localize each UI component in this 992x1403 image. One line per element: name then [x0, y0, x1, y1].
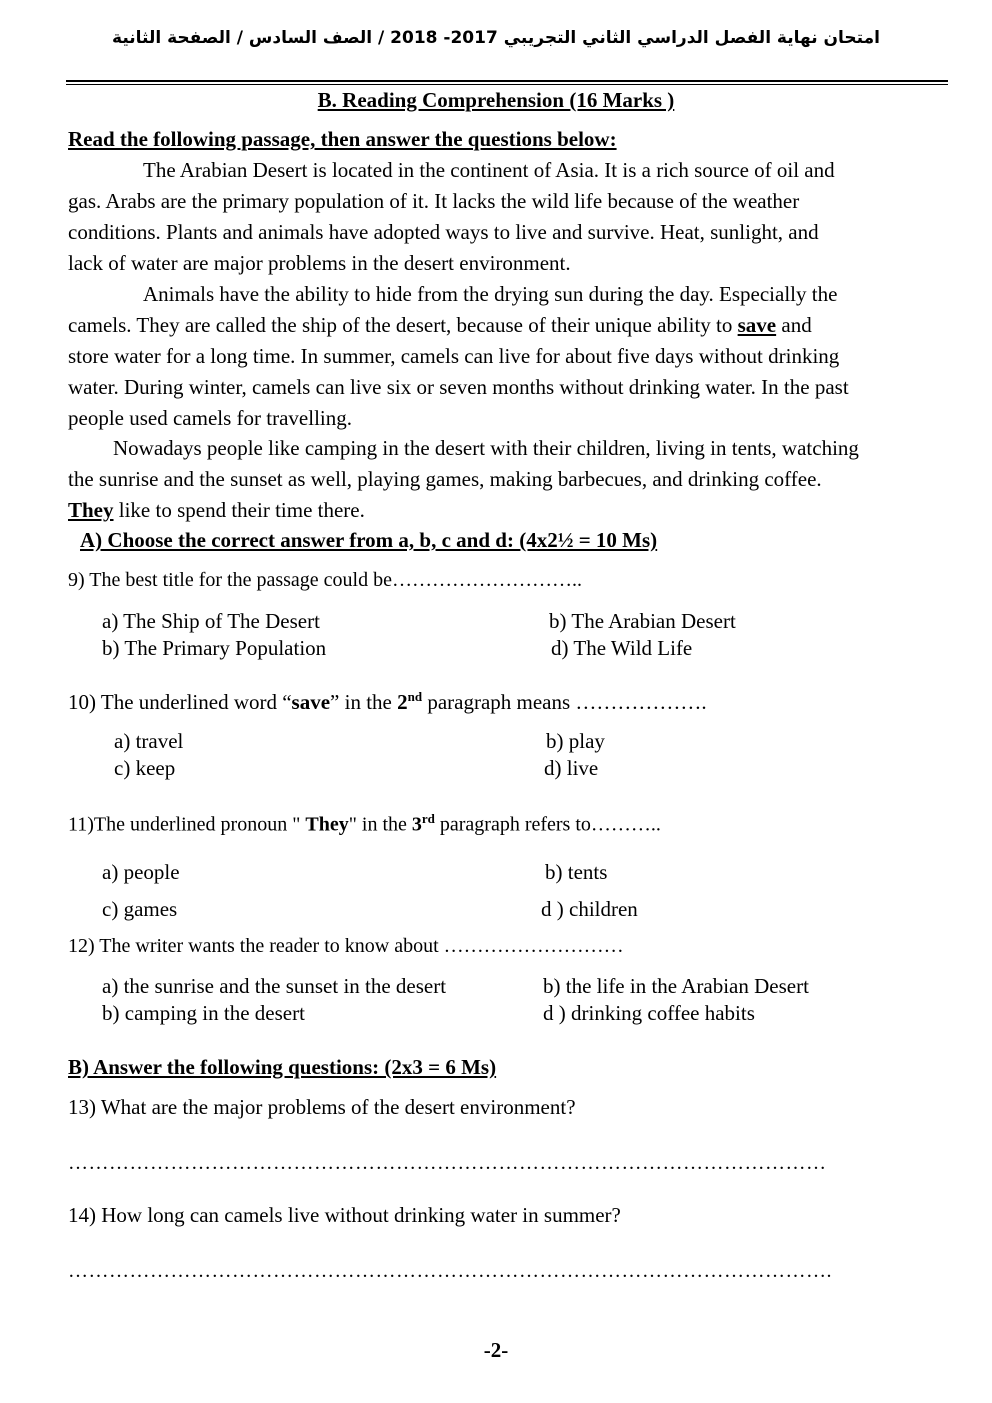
- passage-text: camels. They are called the ship of the desert, because of their unique ability to: [68, 313, 738, 337]
- passage-line: the sunrise and the sunset as well, playing games, making barbecues, and drinking coffee.: [68, 467, 822, 491]
- q10-option-a: a) travel: [114, 729, 184, 753]
- q9-option-a: a) The Ship of The Desert: [102, 609, 320, 633]
- q11-option-a: a) people: [102, 860, 180, 884]
- part-a-title: A) Choose the correct answer from a, b, c and d: (4x2½ = 10 Ms): [80, 528, 658, 552]
- q12-option-d: d ) drinking coffee habits: [543, 1001, 755, 1025]
- page-header: امتحان نهاية الفصل الدراسي الثاني التجريبي 2017- 2018 / الصف السادس / الصفحة الثانية: [112, 28, 880, 48]
- q11-option-b: b) tents: [545, 860, 608, 884]
- passage-line: Nowadays people like camping in the desert with their children, living in tents, watching: [113, 436, 859, 460]
- q12-option-b: b) the life in the Arabian Desert: [543, 974, 809, 998]
- passage-line: store water for a long time. In summer, camels can live for about five days without drinking: [68, 344, 840, 368]
- q9-option-c: b) The Primary Population: [102, 636, 327, 660]
- q11-text: 11)The underlined pronoun ": [68, 813, 306, 836]
- question-12: 12) The writer wants the reader to know about ………………………: [68, 935, 624, 957]
- question-14: 14) How long can camels live without drinking water in summer?: [68, 1203, 621, 1227]
- q10-text: paragraph means ……………….: [422, 690, 707, 714]
- q11-option-d: d ) children: [541, 897, 638, 921]
- underlined-word-they: They: [68, 498, 114, 522]
- q11-ordinal: 3: [411, 813, 422, 836]
- q10-ordinal: 2: [397, 690, 408, 714]
- part-b-title: B) Answer the following questions: (2x3 = 6 Ms): [68, 1055, 497, 1079]
- question-10: [68, 689, 707, 715]
- passage-line: people used camels for travelling.: [68, 406, 352, 430]
- q10-text: 10) The underlined word “: [68, 690, 292, 714]
- passage-line: lack of water are major problems in the desert environment.: [68, 251, 571, 275]
- page-number: -2-: [483, 1338, 509, 1362]
- header-rule-thick: [66, 80, 948, 82]
- section-title: B. Reading Comprehension (16 Marks ): [317, 88, 675, 112]
- answer-line-13[interactable]: …………………………………………………………………………………………………: [68, 1152, 827, 1174]
- q10-option-c: c) keep: [114, 756, 176, 780]
- q11-word: They: [305, 813, 349, 836]
- q10-word: save: [291, 690, 331, 714]
- q11-option-c: c) games: [102, 897, 178, 921]
- q9-option-d: d) The Wild Life: [551, 636, 693, 660]
- passage-text: like to spend their time there.: [113, 498, 365, 522]
- passage-line-save: [68, 313, 812, 338]
- q12-option-c: b) camping in the desert: [102, 1001, 305, 1025]
- q11-ordinal-suffix: rd: [421, 811, 435, 826]
- q10-option-d: d) live: [544, 756, 599, 780]
- passage-line: The Arabian Desert is located in the continent of Asia. It is a rich source of oil and: [143, 158, 835, 182]
- q9-option-b: b) The Arabian Desert: [549, 609, 736, 633]
- passage-line: conditions. Plants and animals have adopted ways to live and survive. Heat, sunlight, and: [68, 220, 819, 244]
- q10-option-b: b) play: [546, 729, 605, 753]
- q11-text: " in the: [348, 813, 412, 836]
- question-13: 13) What are the major problems of the desert environment?: [68, 1095, 576, 1119]
- question-11: [68, 811, 661, 837]
- answer-line-14[interactable]: ………………………………………………………………………………………………….: [68, 1260, 832, 1282]
- passage-line: Animals have the ability to hide from the drying sun during the day. Especially the: [143, 282, 838, 306]
- passage-line: water. During winter, camels can live six or seven months without drinking water. In the past: [68, 375, 849, 399]
- instruction: Read the following passage, then answer the questions below:: [68, 127, 617, 151]
- passage-text: and: [776, 313, 812, 337]
- question-9: 9) The best title for the passage could be………………………..: [68, 569, 582, 591]
- q11-text: paragraph refers to………..: [434, 813, 661, 836]
- underlined-word-save: save: [737, 313, 777, 337]
- q10-ordinal-suffix: nd: [407, 689, 423, 704]
- header-rule-thin: [66, 84, 948, 85]
- passage-line-they: [68, 498, 365, 523]
- passage-line: gas. Arabs are the primary population of it. It lacks the wild life because of the weather: [68, 189, 800, 213]
- q12-option-a: a) the sunrise and the sunset in the desert: [102, 974, 447, 998]
- q10-text: ” in the: [330, 690, 398, 714]
